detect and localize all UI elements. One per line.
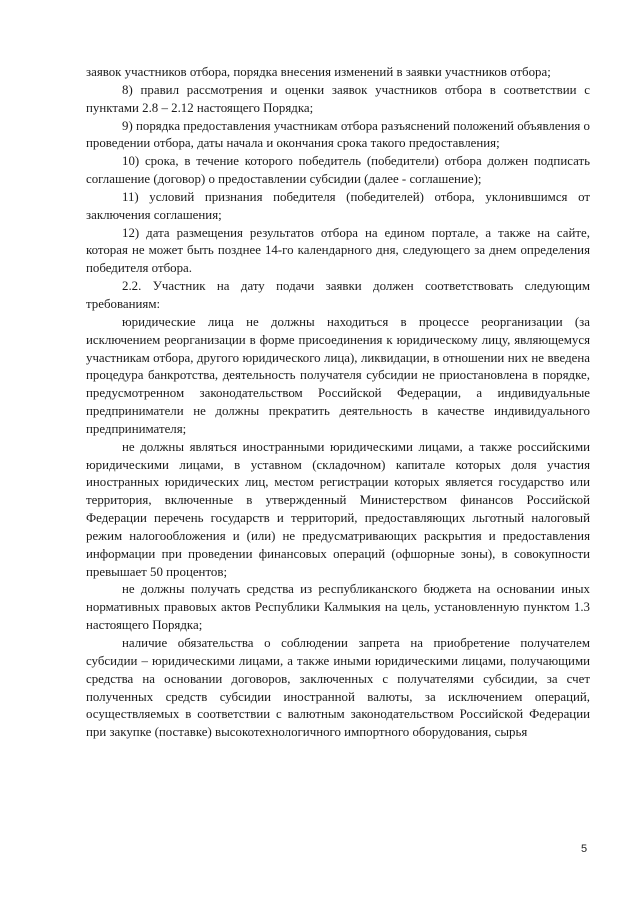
paragraph-requirement-foreign-entities: не должны являться иностранными юридическими лицами, а также российскими юридическими лицами, в уставном (складочном) капитале которых доля участия иностранных юридических лиц, местом регистрации которых является государство или территория, включенные в утвержденный Министерством финансов Российской Федерации перечень государств и территорий, предоставляющих льготный налоговый режим налогообложения и (или) не предусматривающих раскрытия и предоставления информации при проведении финансовых операций (офшорные зоны), в совокупности превышает 50 процентов; — [86, 439, 590, 579]
paragraph-item-8: 8) правил рассмотрения и оценки заявок участников отбора в соответствии с пунктами 2.8 – 2.12 настоящего Порядка; — [86, 82, 590, 115]
paragraph-item-10: 10) срока, в течение которого победитель (победители) отбора должен подписать соглашение (договор) о предоставлении субсидии (далее - соглашение); — [86, 154, 590, 187]
paragraph-requirement-currency-ban: наличие обязательства о соблюдении запрета на приобретение получателем субсидии – юридическими лицами, а также иными юридическими лицами, получающими средства на основании договоров, заключенных с получателями субсидии, за счет полученных средств субсидии иностранной валюты, за исключением операций, осуществляемых в соответствии с валютным законодательством Российской Федерации при закупке (поставке) высокотехнологичного импортного оборудования, сырья — [86, 636, 590, 740]
document-body — [86, 64, 590, 742]
paragraph-item-12: 12) дата размещения результатов отбора на едином портале, а также на сайте, которая не может быть позднее 14-го календарного дня, следующего за днем определения победителя отбора. — [86, 225, 590, 276]
paragraph-section-2-2: 2.2. Участник на дату подачи заявки должен соответствовать следующим требованиям: — [86, 279, 590, 311]
paragraph-requirement-budget-funds: не должны получать средства из республиканского бюджета на основании иных нормативных правовых актов Республики Калмыкия на цель, установленную пунктом 1.3 настоящего Порядка; — [86, 582, 590, 633]
paragraph-item-9: 9) порядка предоставления участникам отбора разъяснений положений объявления о проведении отбора, даты начала и окончания срока такого предоставления; — [86, 118, 590, 151]
paragraph-continuation: заявок участников отбора, порядка внесения изменений в заявки участников отбора; — [86, 65, 551, 79]
page-number: 5 — [581, 843, 588, 855]
paragraph-item-11: 11) условий признания победителя (победителей) отбора, уклонившимся от заключения соглашения; — [86, 189, 590, 222]
paragraph-requirement-reorganization: юридические лица не должны находиться в процессе реорганизации (за исключением реорганизации в форме присоединения к юридическому лицу, являющемуся участникам отбора, другого юридического лица), ликвидации, в отношении них не введена процедура банкротства, деятельность получателя субсидии не приостановлена в порядке, предусмотренном законодательством Российской Федерации, а индивидуальные предприниматели не должны прекратить деятельность в качестве индивидуального предпринимателя; — [86, 314, 590, 436]
